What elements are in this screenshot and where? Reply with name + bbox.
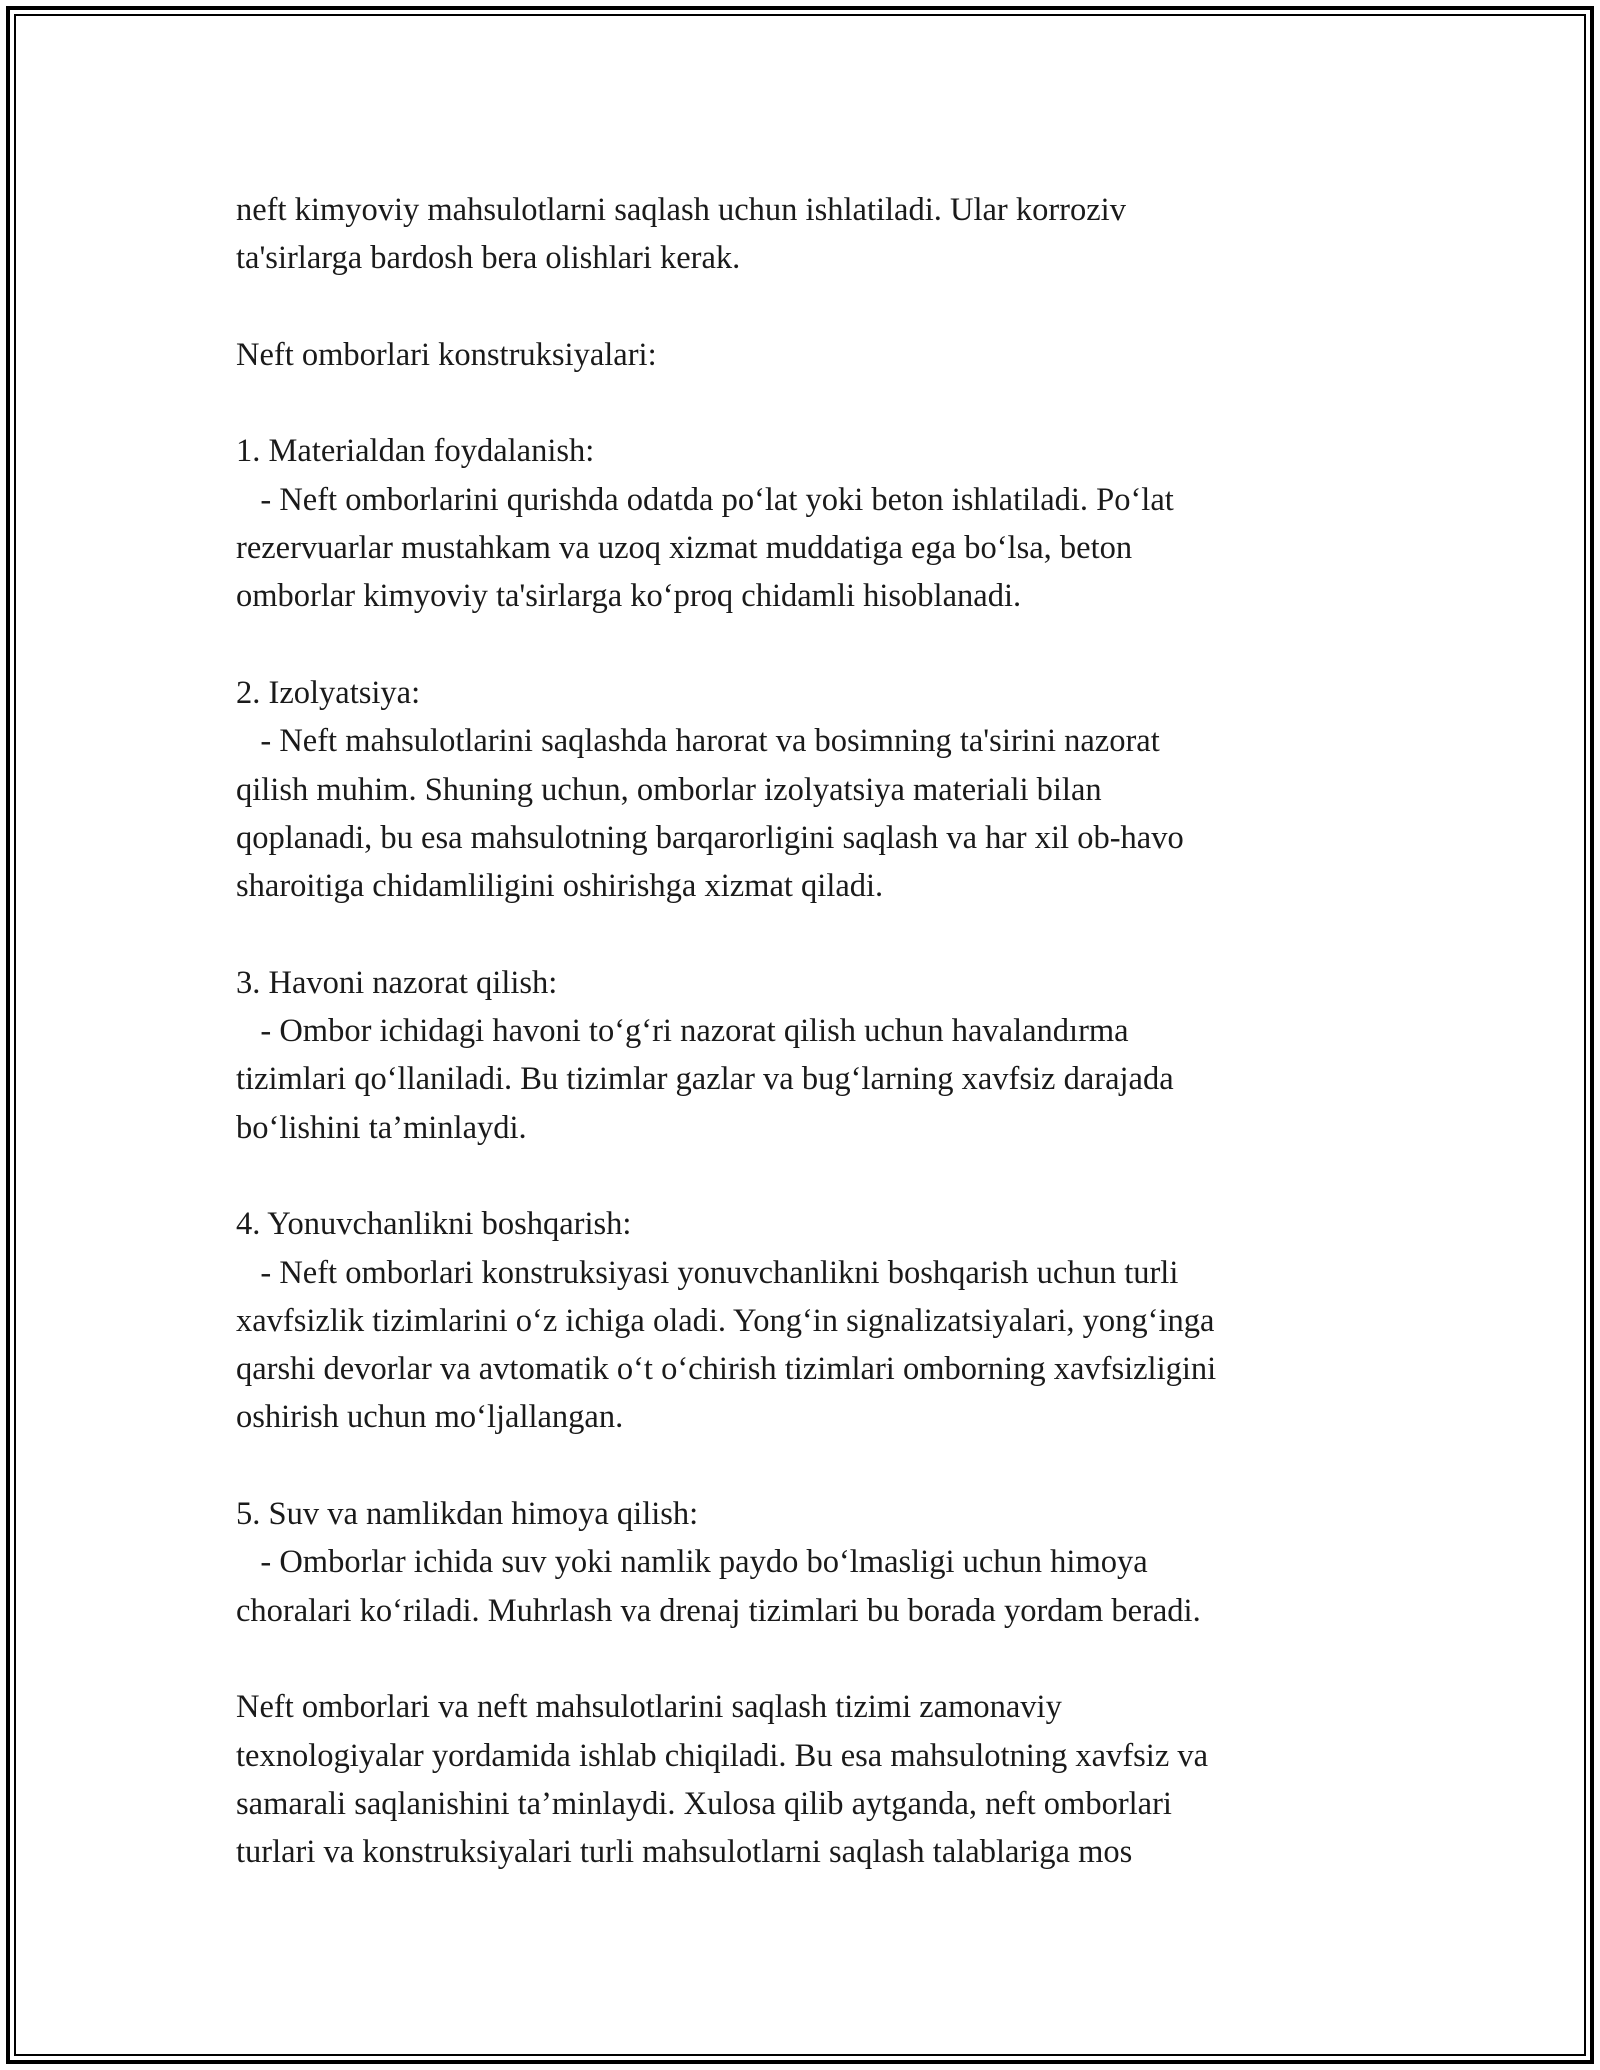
- list-item-materials: 1. Materialdan foydalanish: - Neft omborlarini qurishda odatda po‘lat yoki beton ishlatiladi. Po‘lat rezervuarlar mustahkam va uzoq xizmat muddatiga ega bo‘lsa, beton omborlar kimyoviy ta'sirlarga ko‘proq chidamli hisoblanadi.: [236, 433, 1174, 615]
- paragraph-gap: [236, 1442, 1366, 1490]
- list-item-air-control: 3. Havoni nazorat qilish: - Ombor ichidagi havoni to‘g‘ri nazorat qilish uchun havalandırma tizimlari qo‘llaniladi. Bu tizimlar gazlar va bug‘larning xavfsiz darajada bo‘lishini ta’minlaydi.: [236, 964, 1174, 1146]
- paragraph-gap: [236, 910, 1366, 958]
- list-item-insulation: 2. Izolyatsiya: - Neft mahsulotlarini saqlashda harorat va bosimning ta'sirini nazorat qilish muhim. Shuning uchun, omborlar izolyatsiya materiali bilan qoplanadi, bu esa mahsulotning barqarorligini saqlash va har xil ob-havo sharoitiga chidamliligini oshirishga xizmat qiladi.: [236, 674, 1184, 905]
- paragraph-gap: [236, 283, 1366, 331]
- section-heading: Neft omborlari konstruksiyalari:: [236, 336, 657, 373]
- list-item-flammability: 4. Yonuvchanlikni boshqarish: - Neft omborlari konstruksiyasi yonuvchanlikni boshqarish uchun turli xavfsizlik tizimlarini o‘z ichiga oladi. Yong‘in signalizatsiyalari, yong‘inga qarshi devorlar va avtomatik o‘t o‘chirish tizimlari omborning xavfsizligini oshirish uchun mo‘ljallangan.: [236, 1206, 1217, 1436]
- paragraph-gap: [236, 1635, 1366, 1683]
- intro-paragraph: neft kimyoviy mahsulotlarni saqlash uchun ishlatiladi. Ular korroziv ta'sirlarga bardosh bera olishlari kerak.: [236, 192, 1126, 277]
- document-body: [236, 186, 1366, 1876]
- paragraph-gap: [236, 1152, 1366, 1200]
- list-item-moisture: 5. Suv va namlikdan himoya qilish: - Omborlar ichida suv yoki namlik paydo bo‘lmasligi uchun himoya choralari ko‘riladi. Muhrlash va drenaj tizimlari bu borada yordam beradi.: [236, 1496, 1201, 1629]
- paragraph-gap: [236, 379, 1366, 427]
- conclusion-paragraph: Neft omborlari va neft mahsulotlarini saqlash tizimi zamonaviy texnologiyalar yordamida ishlab chiqiladi. Bu esa mahsulotning xavfsiz va samarali saqlanishini ta’minlaydi. Xulosa qilib aytganda, neft omborlari turlari va konstruksiyalari turli mahsulotlarni saqlash talablariga mos: [236, 1689, 1209, 1871]
- paragraph-gap: [236, 621, 1366, 669]
